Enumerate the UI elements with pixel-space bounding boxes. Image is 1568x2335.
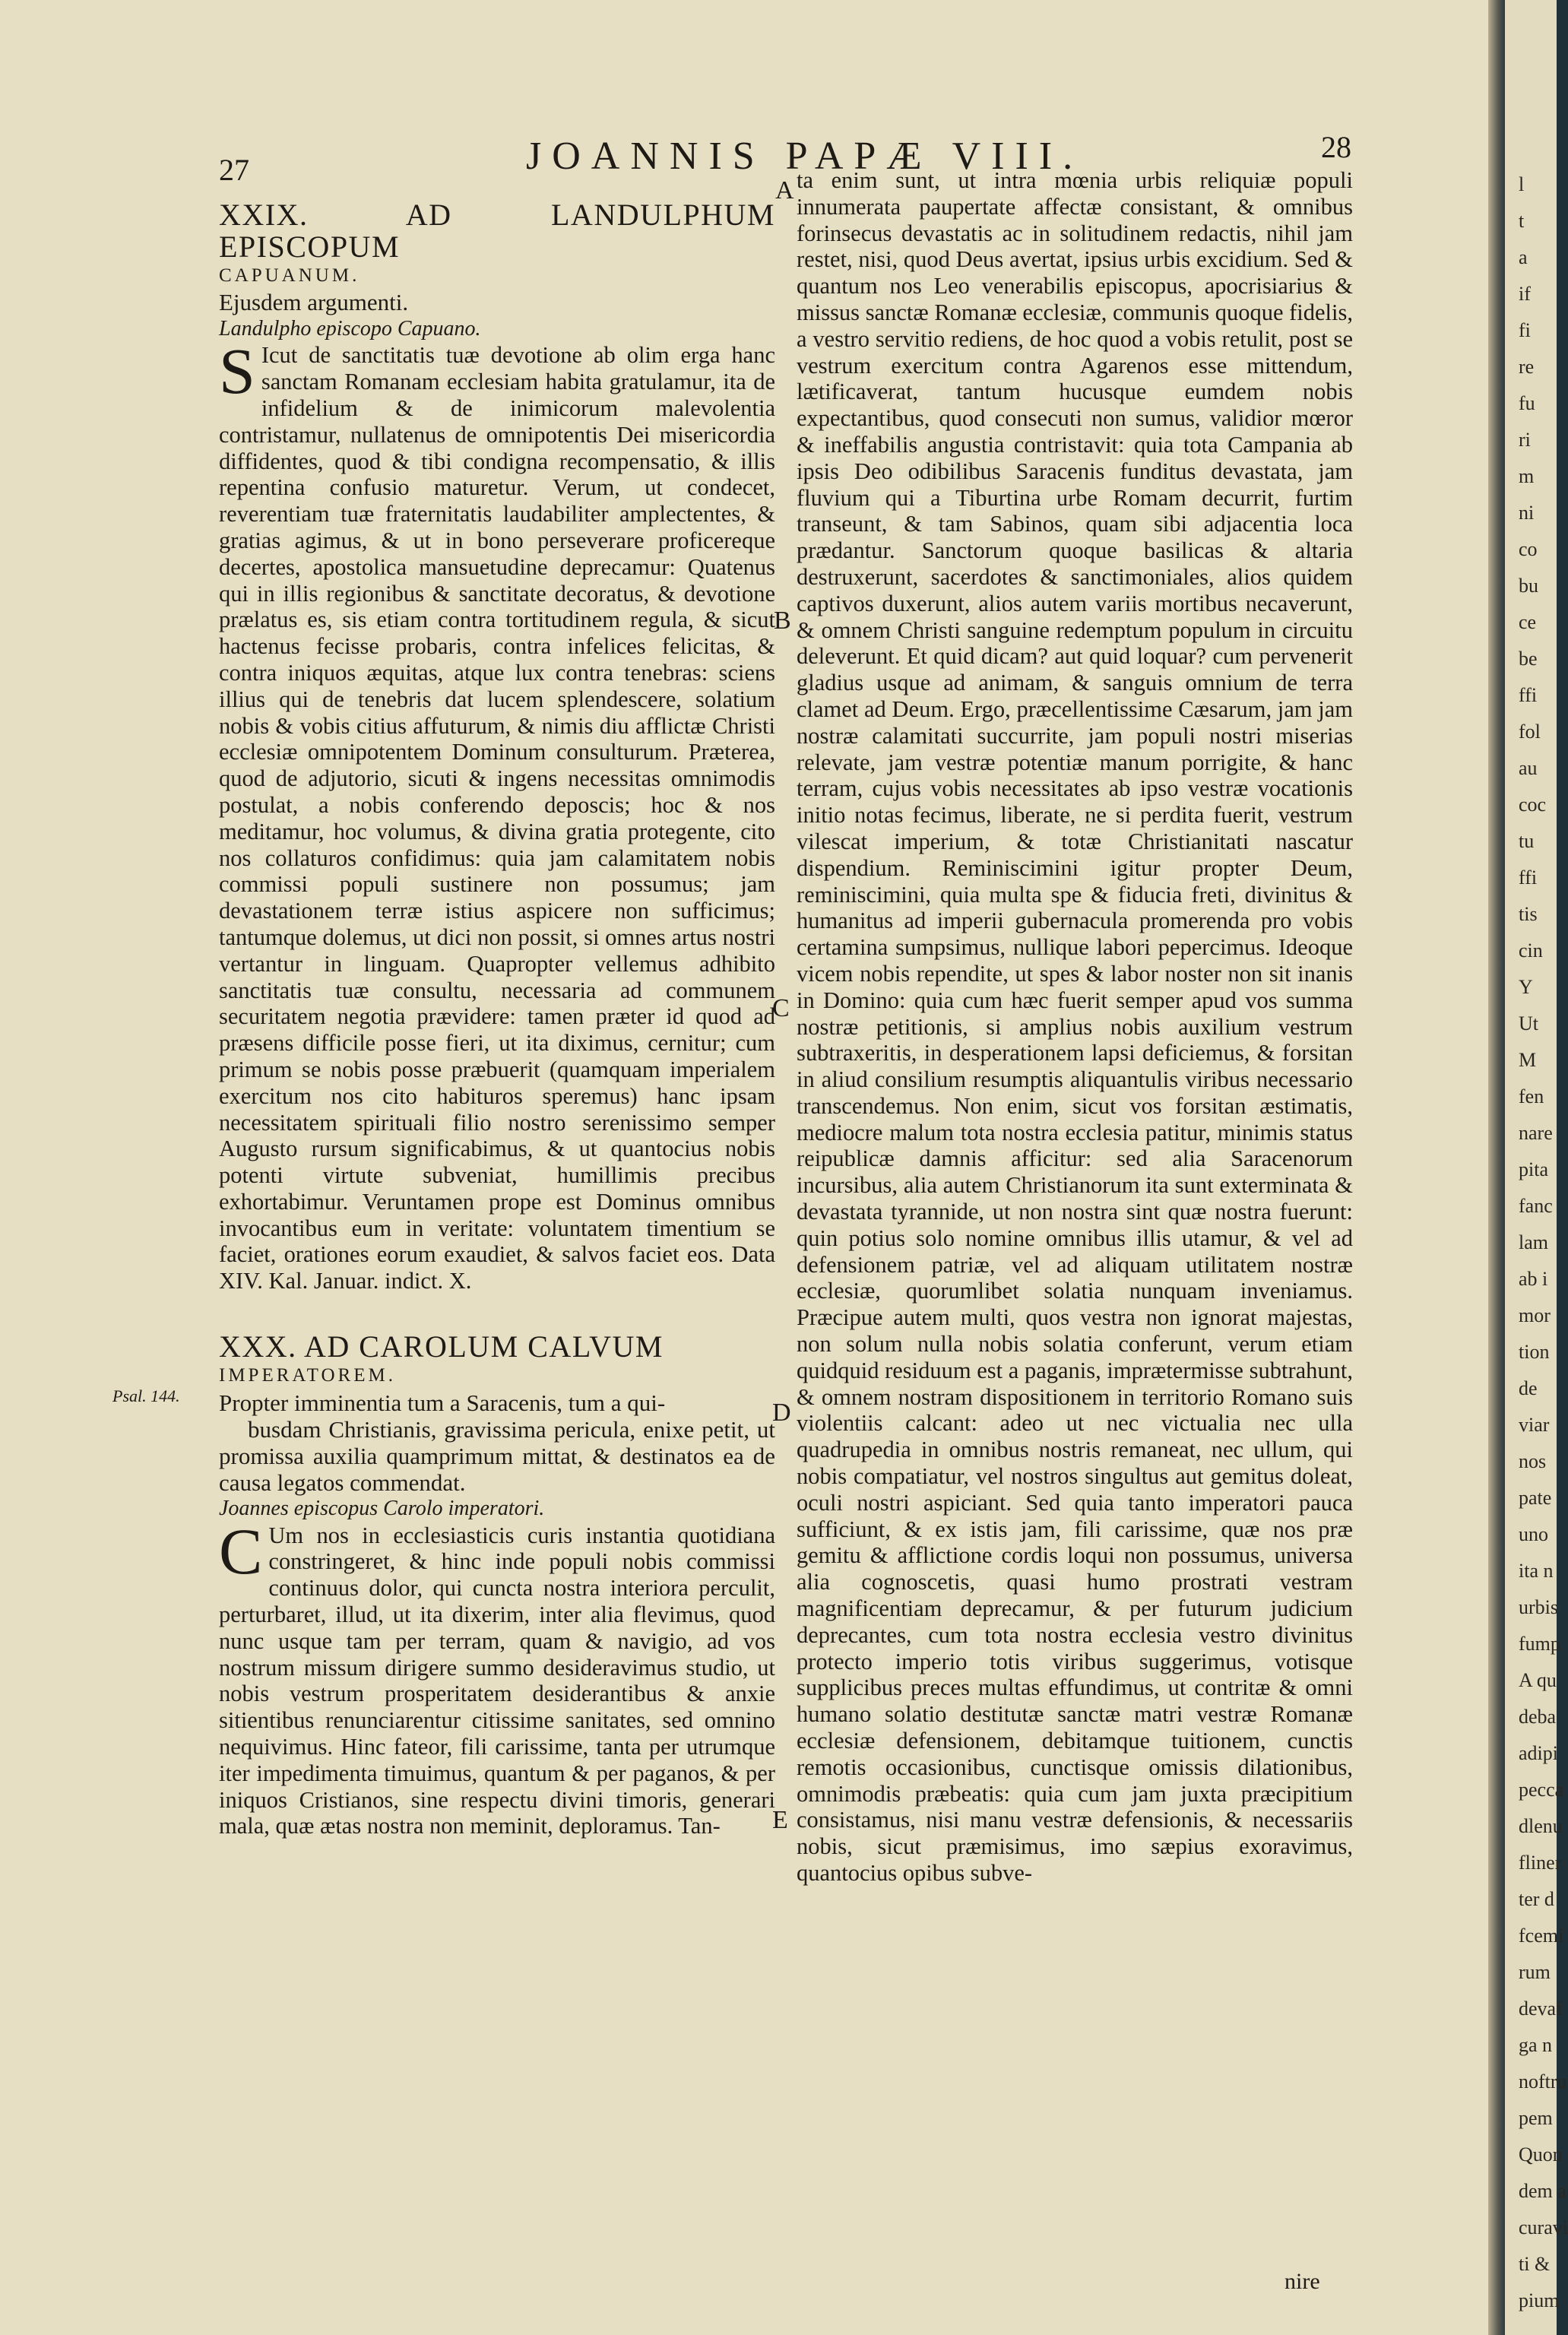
letter-30-dropcap: C	[219, 1514, 263, 1588]
adjacent-page-fragment: ita n	[1519, 1560, 1554, 1582]
adjacent-page-fragment: uno	[1519, 1523, 1548, 1545]
letter-29-address: Landulpho episcopo Capuano.	[219, 316, 481, 341]
adjacent-page-fragment: ffi	[1519, 684, 1538, 706]
adjacent-page-fragment: nos	[1519, 1450, 1547, 1472]
adjacent-page-fragment: ri	[1519, 429, 1531, 451]
adjacent-page-fragment: ter d	[1519, 1888, 1554, 1910]
letter-30-subtitle: IMPERATOREM.	[219, 1365, 396, 1386]
margin-note-psalm: Psal. 144.	[112, 1386, 180, 1405]
adjacent-page-fragment: pita	[1519, 1158, 1548, 1180]
letter-29-text: Icut de sanctitatis tuæ devotione ab olim erga hanc sanctam Romanam ecclesiam habita gratulamur, ita de infidelium & de inimicorum malevolentia contristamur, nullatenus de omnipotentis Dei misericordia diffidentes, quod & tibi condigna recompensatio, & illis repentina confusio maturetur. Verum, ut condecet, reverentiam tuæ fraternitatis laudabiliter amplectentes, & gratias agimus, & ut in bono perseverare proficereque decertes, apostolica mansuetudine deprecamur: Quatenus qui in illis regionibus & sanctitate decoratus, & devotione prælatus es, sis etiam contra tortitudinem regula, & sicut hactenus fecisse probaris, contra infelices felicitas, & contra iniquos æquitas, atque lux contra tenebras: sciens illius qui de tenebris dat lucem splendescere, solatium nobis & vobis citius affuturum, & nimis diu afflictæ Christi ecclesiæ omnipotentem Dominum consulturum. Præterea, quod de adjutorio, sicuti & ingens necessitas omnimodis postulat, a nobis conferendo deposcis; hoc & nos meditamur, hoc volumus, & divina gratia protegente, cito nos collaturos confidimus: quia jam calamitatem nobis commissi populi sustinere non possumus; jam devastationem terræ istius aspicere non sufficimus; tantumque dolemus, ut dici non possit, si omnes artus nostri vertantur in linguam. Quapropter vellemus adhibito sanctitatis tuæ consultu, necessaria ad communem securitatem negotia prævidere: tamen præter id quod ad præsens difficile posse fieri, ut ita diximus, cernitur; cum primum se nobis posse præbuerit (quamquam imperialem exercitum nos cito habituros speremus) hanc ipsam necessitatem spirituali filio nostro serenissimo semper Augusto rursum significabimus, & ut quantocius nobis potenti virtute subveniat, humillimis precibus exhortabimur. Veruntamen prope est Dominus omnibus invocantibus eum in veritate: voluntatem timentium se faciet, orationes eorum exaudiet, & salvos faciet eos. Data XIV. Kal. Januar. indict. X.	[219, 342, 775, 1294]
catchword: nire	[1284, 2269, 1320, 2294]
letter-29-argument: Ejusdem argumenti.	[219, 288, 409, 315]
adjacent-page-fragment: dlenu	[1519, 1815, 1563, 1837]
letter-30-title: XXX. AD CAROLUM CALVUM	[219, 1329, 664, 1364]
section-marker-c: C	[772, 994, 790, 1022]
adjacent-page-fragment: ffi	[1519, 867, 1538, 889]
adjacent-page-fragment: Quon	[1519, 2143, 1563, 2165]
adjacent-page-fragment: ti &	[1519, 2253, 1551, 2275]
adjacent-page-fragment: re	[1519, 356, 1535, 378]
right-column	[797, 167, 1353, 1887]
adjacent-page-fragment: pium	[1519, 2289, 1560, 2311]
adjacent-page-fragment: dem a	[1519, 2180, 1566, 2202]
adjacent-page-fragment: tu	[1519, 830, 1535, 852]
letter-29-subtitle: CAPUANUM.	[219, 265, 360, 286]
adjacent-page-fragment: au	[1519, 757, 1538, 779]
letter-30-text: Um nos in ecclesiasticis curis instantia quotidiana constringeret, & hinc inde populi nobis commissi continuus dolor, qui cuncta nostra interiora perculit, perturbaret, illud, ut ita dixerim, inter alia flevimus, quod nunc usque tam per terram, quam & navigio, ad vos nostrum missum dirigere summo desideravimus studio, ut nobis vestrum prosperitatem desiderantibus & anxie sitientibus renunciarentur citissime sanitates, sed omnino nequivimus. Hinc fateor, fili carissime, tanta per utrumque iter impedimenta timuimus, quantum & per paganos, & per iniquos Cristianos, sine respectu divini timoris, generari mala, quæ ætas nostra non meminit, deploramus. Tan-	[219, 1522, 775, 1839]
adjacent-page-fragment: fu	[1519, 392, 1535, 414]
letter-30-body	[219, 1514, 775, 1840]
adjacent-page-fragment: rum	[1519, 1961, 1551, 1983]
adjacent-page-fragment: A qu	[1519, 1669, 1557, 1691]
adjacent-page-fragment: curavi	[1519, 2216, 1568, 2238]
adjacent-page-fragment: fanc	[1519, 1195, 1553, 1217]
letter-29-dropcap: S	[219, 334, 255, 408]
adjacent-page-fragment: pem	[1519, 2107, 1553, 2129]
adjacent-page-fragment: Y	[1519, 976, 1533, 998]
adjacent-page-fragment: lam	[1519, 1231, 1548, 1253]
page-number-right: 28	[1321, 130, 1351, 164]
adjacent-page-fragment: Ut	[1519, 1012, 1538, 1034]
right-column-text: ta enim sunt, ut intra mœnia urbis reliquiæ populi innumerata paupertate affectæ consistant, & omnibus forinsecus devastatis ac in solitudinem redactis, nihil jam restet, nisi, quod Deus avertat, ipsius urbis excidium. Sed & quantum nos Leo venerabilis episcopus, apocrisiarius & missus sanctæ Romanæ ecclesiæ, communis quoque fidelis, a vestro servitio rediens, de hoc quod a vobis retulit, post se vestrum exercitum contra Agarenos esse mittendum, lætificaverat, tantum hucusque eumdem nobis expectantibus, quod consecuti non sumus, validior mœror & ineffabilis angustia contristavit: quia tota Campania ab ipsis Deo odibilibus Saracenis funditus devastata, jam fluvium qui a Tiburtina urbe Romam decurrit, furtim transeunt, & tam Sabinos, quam sibi adjacentia loca prædantur. Sanctorum quoque basilicas & altaria destruxerunt, sacerdotes & sanctimoniales, alios quidem captivos duxerunt, alios autem variis mortibus necaverunt, & omnem Christi sanguine redemptum populum in circuitu deleverunt. Et quid dicam? aut quid loquar? cum pervenerit gladius usque ad animam, & sanguis omnium de terra clamet ad Deum. Ergo, præcellentissime Cæsarum, jam jam nostræ calamitati succurrite, jam populi nostri miserias relevate, jam vestræ potentiæ manum porrigite, & hanc terram, cujus vobis necessitates ab ipso vestræ vocationis initio notas fecimus, liberate, ne si perdita fuerit, vestrum vilescat imperium, & totæ Christianitati nascatur dispendium. Reminiscimini igitur propter Deum, reminiscimini, quia multa spe & fiducia freti, divinitus & humanitus ad imperii gubernacula promerenda pro vobis certamina sumpsimus, nullique labori pepercimus. Ideoque vicem nobis rependite, ut spes & labor noster non sit inanis in Domino: quia cum hæc fuerit semper apud vos summa nostræ petitionis, si amplius nobis auxilium vestrum subtraxeritis, in desperationem lapsi deficiemus, & forsitan in aliud consilium resumptis aliquantulis viribus necessario transcendemus. Non enim, sicut vos forsitan æstimatis, mediocre malum tota nostra ecclesia patitur, minimis status reipublicæ damnis afficitur: sed alia Saracenorum incursibus, alia autem Christianorum ita sunt exterminata & devastata tyrannide, ut non nostra sint quæ nostra fuerunt: quin potius solo nomine omnibus illis utamur, & vel ad defensionem patriæ, vel ad aliquam utilitatem nostræ ecclesiæ, quorumlibet solatia nunquam inveniamus. Præcipue autem multi, quos vestra non ignorat majestas, non solum nulla nobis solatia conferunt, verum etiam quidquid residuum est a paganis, imprætermisse subtrahunt, & omnem nostram dispositionem in territorio Romano suis violentiis calcant: adeo ut nec victualia nec ulla quadrupedia in omnibus nostris remaneat, nec ullum, qui nobis compatiatur, vel nostros singultus aut gemitus doleat, oculi nostri aspiciant. Sed quia tanto imperatori pauca sufficiunt, & ex istis jam, fili carissime, quæ nos præ gemitu & afflictione cordis loqui non possumus, universa alia cognoscetis, quasi humo prostrati vestram magnificentiam deprecamur, & per futurum judicium deprecantes, cum tota nostra ecclesia vestro divinitus protecto imperio totis viribus suggerimus, votisque supplicibus preces multas effundimus, ut contritæ & omni humano solatio destitutæ sanctæ matri vestræ Romanæ ecclesiæ defensionem, debitamque tuitionem, cunctis remotis occasionibus, cunctisque omissis dilationibus, omnimodis præbeatis: quia cum jam juxta præcipitium consistamus, nisi manu vestræ defensionis, & necessariis nobis, sicut præmisimus, imo sæpius exoravimus, quantocius opibus subve-	[797, 167, 1353, 1886]
left-column	[219, 199, 775, 1839]
letter-30-summary	[219, 1389, 775, 1496]
adjacent-page-fragment: pate	[1519, 1487, 1552, 1509]
adjacent-page-fragment: ce	[1519, 611, 1537, 633]
adjacent-page-fragment: l	[1519, 173, 1525, 195]
book-gutter	[1488, 0, 1505, 2335]
adjacent-page-fragment: tion	[1519, 1341, 1550, 1363]
adjacent-page-fragment: de	[1519, 1377, 1538, 1399]
adjacent-page-fragment: nare	[1519, 1122, 1553, 1144]
adjacent-page-fragment: bu	[1519, 575, 1538, 597]
adjacent-page-fragment: co	[1519, 538, 1538, 560]
adjacent-page-fragment: fen	[1519, 1085, 1544, 1107]
adjacent-page-fragment: be	[1519, 648, 1538, 670]
letter-29-title: XXIX. AD LANDULPHUM EPISCOPUM	[219, 198, 775, 264]
adjacent-page-fragment: mor	[1519, 1304, 1551, 1326]
adjacent-page-fragment: fcemi	[1519, 1925, 1564, 1947]
adjacent-page-edge	[1505, 0, 1568, 2335]
adjacent-page-fragment: fi	[1519, 319, 1531, 341]
adjacent-page-fragment: fliner	[1519, 1852, 1562, 1874]
adjacent-page-fragment: cin	[1519, 939, 1543, 962]
section-marker-e: E	[772, 1806, 788, 1834]
letter-30-summary-first: Propter imminentia tum a Saracenis, tum a qui-	[219, 1389, 666, 1416]
section-marker-a: A	[775, 176, 794, 204]
section-marker-d: D	[772, 1399, 791, 1427]
adjacent-page-fragment: fump	[1519, 1633, 1560, 1655]
adjacent-page-fragment: a	[1519, 246, 1528, 268]
adjacent-page-fragment: viar	[1519, 1414, 1550, 1436]
adjacent-page-fragment: tis	[1519, 903, 1538, 925]
letter-30-address: Joannes episcopus Carolo imperatori.	[219, 1496, 545, 1520]
adjacent-page-fragment: deba	[1519, 1706, 1557, 1728]
adjacent-page-fragment: pecca	[1519, 1779, 1564, 1801]
adjacent-page-fragment: ni	[1519, 502, 1535, 524]
adjacent-page-fragment: adipi	[1519, 1742, 1558, 1764]
adjacent-page-fragment: devaf	[1519, 1998, 1563, 2020]
adjacent-page-fragment: ga n	[1519, 2034, 1553, 2056]
running-title: JOANNIS PAPÆ VIII.	[526, 135, 1084, 178]
letter-29-body	[219, 334, 775, 1294]
adjacent-page-fragment: m	[1519, 465, 1535, 487]
adjacent-page-fragment: if	[1519, 283, 1531, 305]
letter-30-summary-rest: busdam Christianis, gravissima pericula, enixe petit, ut promissa auxilia quamprimum mittat, & destinatos ea de causa legatos commendat.	[219, 1415, 775, 1496]
page-number-left: 27	[219, 153, 249, 187]
adjacent-page-fragment: fol	[1519, 721, 1541, 743]
adjacent-page-fragment: ab i	[1519, 1268, 1548, 1290]
adjacent-page-fragment: coc	[1519, 794, 1547, 816]
adjacent-page-fragment: urbis	[1519, 1596, 1558, 1618]
adjacent-page-fragment: t	[1519, 210, 1525, 232]
section-marker-b: B	[774, 607, 791, 635]
adjacent-page-fragment: M	[1519, 1049, 1537, 1071]
adjacent-page-fragment: noftru	[1519, 2070, 1567, 2093]
